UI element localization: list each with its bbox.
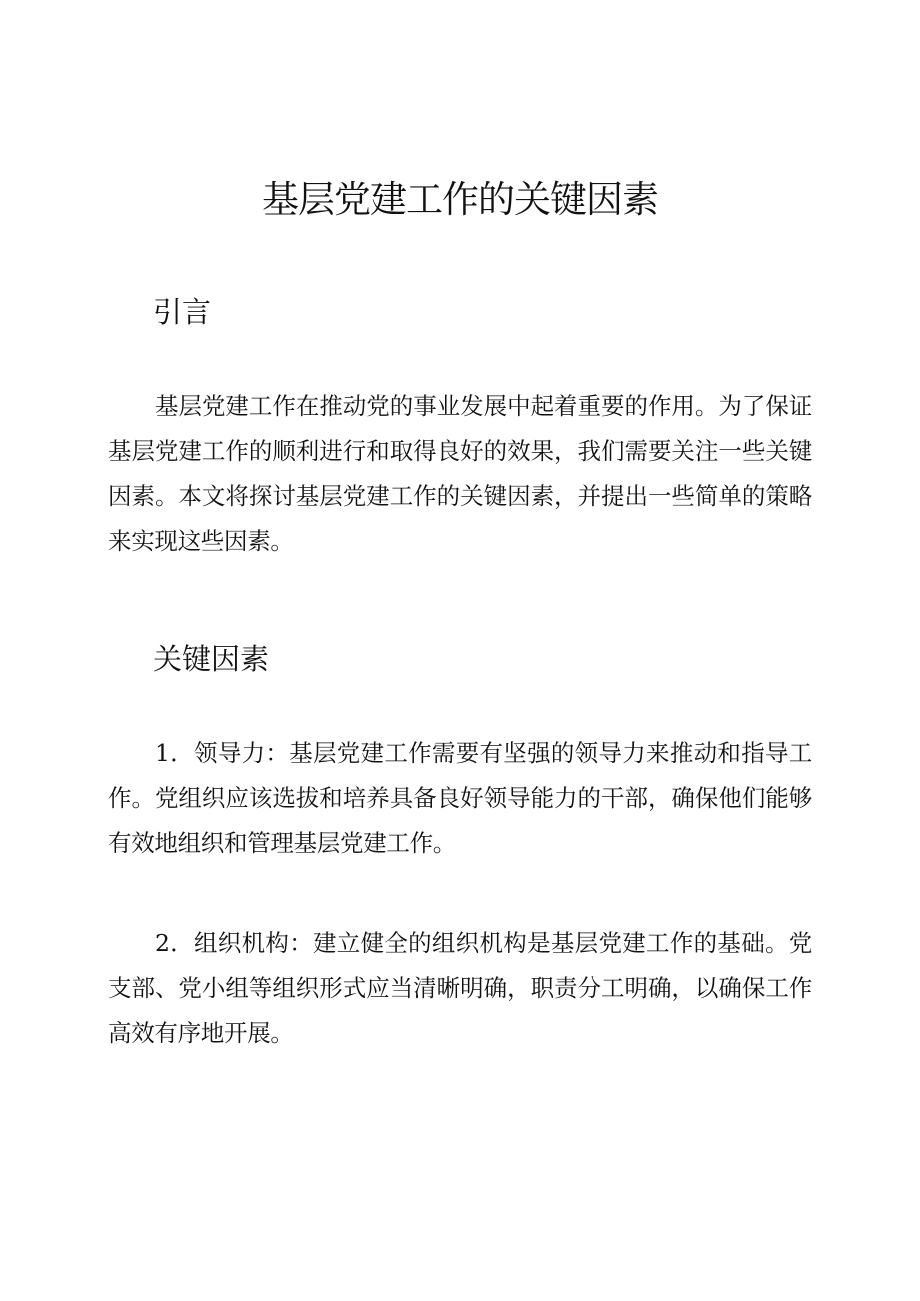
section-heading-key-factors: 关键因素 — [153, 642, 270, 676]
document-title: 基层党建工作的关键因素 — [262, 178, 658, 221]
section-heading-introduction: 引言 — [153, 295, 212, 329]
introduction-paragraph: 基层党建工作在推动党的事业发展中起着重要的作用。为了保证基层党建工作的顺利进行和取得良好的效果，我们需要关注一些关键因素。本文将探讨基层党建工作的关键因素，并提出一些简单的策略来实现这些因素。 — [108, 392, 812, 555]
key-factor-organization-paragraph: 2．组织机构：建立健全的组织机构是基层党建工作的基础。党支部、党小组等组织形式应当清晰明确，职责分工明确，以确保工作高效有序地开展。 — [108, 929, 812, 1047]
key-factor-leadership-paragraph: 1．领导力：基层党建工作需要有坚强的领导力来推动和指导工作。党组织应该选拔和培养具备良好领导能力的干部，确保他们能够有效地组织和管理基层党建工作。 — [108, 739, 812, 857]
